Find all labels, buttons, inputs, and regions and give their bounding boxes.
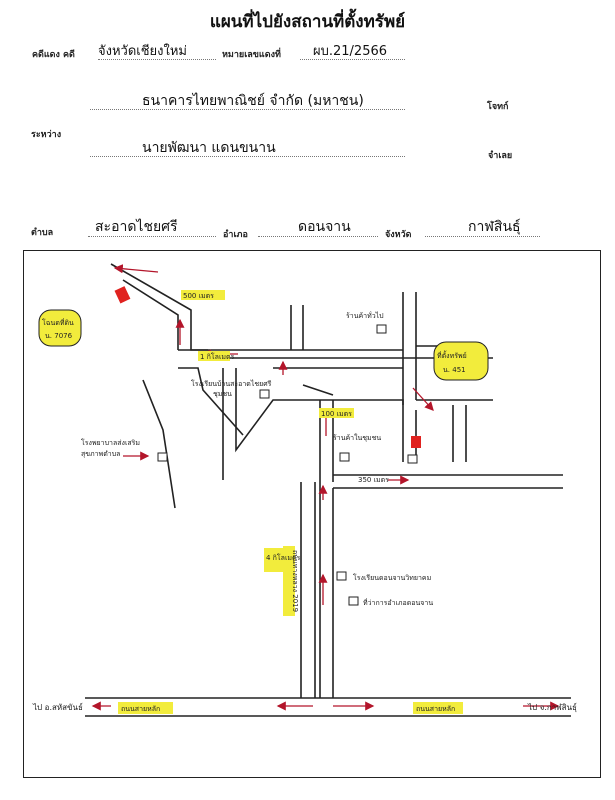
province-underline: [425, 236, 540, 237]
court-province: จังหวัดเชียงใหม่: [98, 44, 187, 59]
label-shop: ร้านค้าในชุมชน: [333, 434, 382, 442]
label-main-road-right: ถนนสายหลัก: [416, 705, 456, 713]
label-property-right-no: น. 451: [443, 366, 466, 374]
label-school1-b: ชุมชน: [213, 390, 232, 398]
label-road-2019: ถนนทางหลวง 2019: [291, 550, 299, 613]
plaintiff-underline: [90, 109, 405, 110]
label-100m: 100 เมตร: [321, 410, 352, 418]
defendant-label: จำเลย: [488, 151, 513, 161]
direction-arrows: [93, 268, 558, 706]
label-school1: โรงเรียนบ้านสะอาดไชยศรี: [191, 380, 272, 388]
district-underline: [258, 236, 378, 237]
page-title: แผนที่ไปยังสถานที่ตั้งทรัพย์: [209, 12, 406, 32]
label-4km: 4 กิโลเมตร: [266, 554, 301, 562]
label-property-left-no: น. 7076: [45, 332, 73, 340]
label-350m: 350 เมตร: [358, 476, 389, 484]
property-marker-right: [411, 436, 421, 448]
subdistrict-label: ตำบล: [31, 228, 54, 238]
district-label: อำเภอ: [223, 230, 248, 240]
between-label: ระหว่าง: [31, 130, 62, 140]
label-school2: โรงเรียนดอนจานวิทยาคม: [353, 574, 432, 582]
label-1km: 1 กิโลเมตร: [200, 353, 235, 361]
plaintiff-name: ธนาคารไทยพาณิชย์ จำกัด (มหาชน): [142, 93, 364, 109]
case-underline: [98, 59, 216, 60]
property-marker-left: [115, 286, 131, 303]
label-landmark-top: ร้านค้าทั่วไป: [346, 312, 384, 320]
label-main-road-left: ถนนสายหลัก: [121, 705, 161, 713]
label-500m: 500 เมตร: [183, 292, 214, 300]
label-hospital: โรงพยาบาลส่งเสริม: [81, 439, 140, 447]
case-number-label: หมายเลขแดงที่: [222, 50, 281, 60]
plaintiff-label: โจทก์: [487, 102, 509, 112]
subdistrict-underline: [88, 236, 216, 237]
district: ดอนจาน: [298, 219, 351, 235]
road-network: [85, 264, 571, 716]
case-no-underline: [300, 59, 405, 60]
defendant-underline: [90, 156, 405, 157]
label-road-right: ไป จ.กาฬสินธุ์: [528, 703, 577, 712]
defendant-name: นายพัฒนา แดนขนาน: [142, 140, 276, 156]
subdistrict: สะอาดไชยศรี: [95, 219, 178, 235]
yellow-highlights: [39, 290, 488, 714]
label-hospital-b: สุขภาพตำบล: [81, 450, 121, 458]
case-number: ผบ.21/2566: [313, 44, 388, 59]
province-label: จังหวัด: [385, 230, 412, 240]
label-property-left: โฉนดที่ดิน: [42, 319, 74, 327]
case-label: คดีแดง คดี: [32, 50, 75, 60]
location-map: [23, 250, 601, 778]
province: กาฬสินธุ์: [468, 219, 521, 235]
label-property-right: ที่ตั้งทรัพย์: [437, 352, 467, 360]
label-office: ที่ว่าการอำเภอดอนจาน: [363, 599, 434, 607]
label-road-left: ไป อ.สหัสขันธ์: [33, 703, 83, 712]
